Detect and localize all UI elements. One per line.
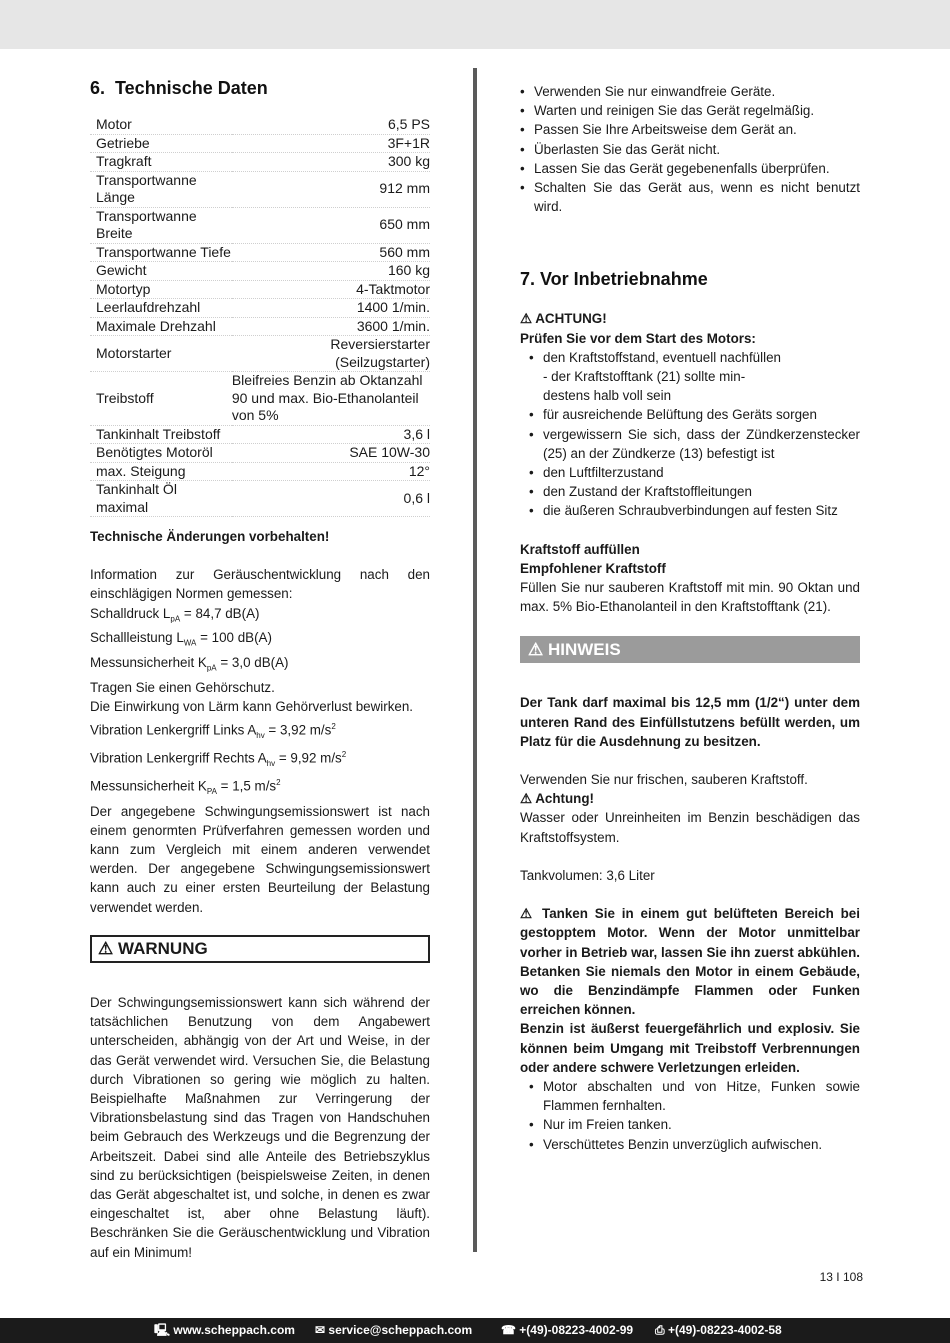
warning-triangle-icon: ⚠: [528, 640, 544, 660]
list-item: • Überlasten Sie das Gerät nicht.: [520, 140, 860, 159]
table-row: [90, 243, 430, 262]
spec-label: Leerlaufdrehzahl: [90, 299, 232, 318]
spec-value: 3,6 l: [232, 425, 430, 444]
footer-web[interactable]: [154, 1318, 295, 1343]
footer-fax-text: +(49)-08223-4002-58: [667, 1323, 782, 1337]
list-item: • den Luftfilterzustand: [520, 463, 860, 482]
footer-phone-text: +(49)-08223-4002-99: [519, 1323, 634, 1337]
fuel-subtitle: Empfohlener Kraftstoff: [520, 560, 666, 576]
check-title: Prüfen Sie vor dem Start des Motors:: [520, 330, 756, 346]
list-item: • Nur im Freien tanken.: [520, 1115, 860, 1134]
table-row: [90, 134, 430, 153]
right-column: [520, 82, 860, 1154]
list-item: • Schalten Sie das Gerät aus, wenn es nicht benutzt wird.: [520, 178, 860, 216]
spec-value: 650 mm: [232, 207, 430, 243]
achtung-heading: ⚠ ACHTUNG!: [520, 311, 607, 327]
spec-label: Getriebe: [90, 134, 232, 153]
list-item: • die äußeren Schraubverbindungen auf festen Sitz: [520, 501, 860, 520]
spec-value: 1400 1/min.: [232, 299, 430, 318]
table-row: [90, 153, 430, 172]
mail-icon: ✉: [315, 1323, 326, 1337]
table-row: [90, 462, 430, 481]
list-item: • Warten und reinigen Sie das Gerät regelmäßig.: [520, 101, 860, 120]
table-row: [90, 425, 430, 444]
spec-value: 3F+1R: [232, 134, 430, 153]
warning-text: Der Schwingungsemissionswert kann sich während der tatsächlichen Benutzung von dem Angabewert unterscheiden, abhängig von der Art und Weise, in der das Gerät verwendet wird. Versuchen Sie, die Belastung durch Vibrationen so gering wie möglich zu halten. Beispielhafte Maßnahmen zur Verringerung der Vibrationsbelastung sind das Tragen von Handschuhen beim Gebrauch des Werkzeugs und die Begrenzung der Arbeitszeit. Dabei sind alle Anteile des Betriebszyklus sind zu berücksichtigen (beispielsweise Zeiten, in denen das Gerät abgeschaltet ist, und solche, in denen es zwar eingeschaltet ist, aber ohne Belastung läuft). Beschränken Sie die Geräuschentwicklung und Vibration auf ein Minimum!: [90, 994, 430, 1260]
column-divider: [473, 68, 477, 1252]
safety-bullets: [520, 1077, 860, 1154]
table-row: [90, 280, 430, 299]
changes-note: Technische Änderungen vorbehalten!: [90, 529, 330, 544]
list-item: • Motor abschalten und von Hitze, Funken sowie Flammen fernhalten.: [520, 1077, 860, 1115]
phone-icon: ☎: [501, 1323, 516, 1337]
spec-label: Tankinhalt Treibstoff: [90, 425, 232, 444]
footer-web-text: www.scheppach.com: [173, 1323, 295, 1337]
page-number: 13 I 108: [819, 1270, 863, 1284]
warning-triangle-icon: ⚠: [98, 938, 114, 958]
hinweis-text: Der Tank darf maximal bis 12,5 mm (1/2“) unter dem unteren Rand des Einfüllstutzens befüllt werden, um Platz für die Ausdehnung zu besitzen.: [520, 695, 860, 749]
hearing-loss-text: Die Einwirkung von Lärm kann Gehörverlust bewirken.: [90, 699, 414, 715]
spec-value: 6,5 PS: [232, 116, 430, 134]
table-row: [90, 481, 430, 517]
spec-value: 300 kg: [232, 153, 430, 172]
spec-value: SAE 10W-30: [232, 444, 430, 463]
spec-label: max. Steigung: [90, 462, 232, 481]
spec-label: Transportwanne Länge: [90, 171, 232, 207]
list-item: • Verschüttetes Benzin unverzüglich aufwischen.: [520, 1135, 860, 1154]
vibration-uncertainty-line: Messunsicherheit $K_{PA} = 1,5$ $m/s^2$: [90, 778, 281, 797]
warning-box: [90, 935, 430, 963]
fuel-text: Füllen Sie nur sauberen Kraftstoff mit min. 90 Oktan und max. 5% Bio-Ethanolanteil in den Kraftstofftank (21).: [520, 580, 860, 615]
emission-text: Der angegebene Schwingungsemissionswert ist nach einem genormten Prüfverfahren gemessen worden und kann zum Vergleich mit einem anderen verwendet werden. Der angegebene Schwingungsemissionswert kann auch zu einer ersten Beurteilung der Belastung verwendet werden.: [90, 803, 430, 915]
footer-email-text: service@scheppach.com: [328, 1323, 473, 1337]
table-row: [90, 444, 430, 463]
footer-fax[interactable]: [655, 1318, 782, 1343]
warning-triangle-icon: ⚠: [520, 791, 533, 807]
spec-label: Motor: [90, 116, 232, 134]
list-item: • den Zustand der Kraftstoffleitungen: [520, 482, 860, 501]
table-row: [90, 262, 430, 281]
hearing-protection-text: Tragen Sie einen Gehörschutz.: [90, 680, 275, 696]
hinweis-label: HINWEIS: [547, 640, 621, 660]
footer-bar: [0, 1318, 950, 1343]
spec-label: Motorstarter: [90, 336, 232, 372]
spec-value: 560 mm: [232, 243, 430, 262]
spec-value: 3600 1/min.: [232, 317, 430, 336]
clean-fuel-text: Verwenden Sie nur frischen, sauberen Kraftstoff.: [520, 772, 808, 788]
schalldruck-line: Schalldruck $L_{pA} = 84,7$ dB(A): [90, 605, 260, 624]
spec-label: Motortyp: [90, 280, 232, 299]
spec-value: 4-Taktmotor: [232, 280, 430, 299]
table-row: [90, 299, 430, 318]
monitor-icon: 🖳: [154, 1323, 171, 1337]
spec-label: Transportwanne Tiefe: [90, 243, 232, 262]
fax-icon: ⎙: [655, 1323, 665, 1337]
achtung-label-2: ⚠ Achtung!: [520, 791, 595, 807]
section-title-technische-daten: 6. Technische Daten: [90, 78, 268, 98]
spec-value: 12°: [232, 462, 430, 481]
spec-label: Transportwanne Breite: [90, 207, 232, 243]
vibration-left-line: Vibration Lenkergriff Links $A_{hv} = 3,92$ $m/s^2$: [90, 721, 336, 740]
spec-label: Tragkraft: [90, 153, 232, 172]
list-item: • Verwenden Sie nur einwandfreie Geräte.: [520, 82, 860, 101]
table-row: [90, 171, 430, 207]
spec-value: Reversierstarter (Seilzugstarter): [232, 336, 430, 372]
spec-label: Tankinhalt Öl maximal: [90, 481, 232, 517]
footer-email[interactable]: [315, 1318, 472, 1343]
list-item: • den Kraftstoffstand, eventuell nachfüllen - der Kraftstofftank (21) sollte min- destens halb voll sein: [520, 348, 860, 406]
table-row: [90, 207, 430, 243]
spec-label: Benötigtes Motoröl: [90, 444, 232, 463]
tank-volume: Tankvolumen: 3,6 Liter: [520, 867, 655, 883]
schallleistung-line: Schallleistung $L_{WA} = 100$ dB(A): [90, 630, 272, 649]
fuel-title: Kraftstoff auffüllen: [520, 541, 640, 557]
list-item: • vergewissern Sie sich, dass der Zündkerzenstecker (25) an der Zündkerze (13) befestigt ist: [520, 425, 860, 463]
table-row: [90, 116, 430, 134]
warning-triangle-icon: ⚠: [520, 906, 536, 922]
usage-bullets: [520, 82, 860, 216]
spec-label: Treibstoff: [90, 372, 232, 426]
table-row: [90, 372, 430, 426]
dirt-text: Wasser oder Unreinheiten im Benzin beschädigen das Kraftstoffsystem.: [520, 810, 860, 845]
footer-phone[interactable]: [501, 1318, 633, 1343]
spec-value: 0,6 l: [232, 481, 430, 517]
warning-label: WARNUNG: [117, 938, 208, 958]
list-item: • Passen Sie Ihre Arbeitsweise dem Gerät an.: [520, 120, 860, 139]
noise-intro: Information zur Geräuschentwicklung nach den einschlägigen Normen gemessen:: [90, 567, 430, 602]
spec-label: Gewicht: [90, 262, 232, 281]
warning-triangle-icon: ⚠: [520, 311, 533, 327]
list-item: • Lassen Sie das Gerät gegebenenfalls überprüfen.: [520, 159, 860, 178]
spec-value: 160 kg: [232, 262, 430, 281]
refuel-warning: ⚠ Tanken Sie in einem gut belüfteten Bereich bei gestopptem Motor. Wenn der Motor unmittelbar vorher in Betrieb war, lassen Sie ihn zuerst abkühlen. Betanken Sie niemals den Motor in einem Gebäude, wo die Benzindämpfe Flammen oder Funken erreichen können.: [520, 906, 860, 1018]
messunsicherheit-line: Messunsicherheit $K_{pA} = 3,0$ dB(A): [90, 655, 289, 674]
section-title-vor-inbetriebnahme: 7. Vor Inbetriebnahme: [520, 269, 708, 290]
vibration-right-line: Vibration Lenkergriff Rechts $A_{hv} = 9,92$ $m/s^2$: [90, 749, 347, 769]
hinweis-box: [520, 636, 860, 663]
table-row: [90, 336, 430, 372]
spec-value: Bleifreies Benzin ab Oktanzahl 90 und max. Bio-Ethanolanteil von 5%: [232, 372, 430, 426]
left-column: [90, 78, 430, 1262]
list-item: • für ausreichende Belüftung des Geräts sorgen: [520, 405, 860, 424]
header-bar: [0, 0, 950, 49]
spec-table: [90, 116, 430, 517]
explosive-warning: Benzin ist äußerst feuergefährlich und explosiv. Sie können beim Umgang mit Treibstoff Verbrennungen oder andere schwere Verletzungen erleiden.: [520, 1021, 860, 1075]
spec-label: Maximale Drehzahl: [90, 317, 232, 336]
check-bullets: [520, 348, 860, 521]
spec-value: 912 mm: [232, 171, 430, 207]
table-row: [90, 317, 430, 336]
